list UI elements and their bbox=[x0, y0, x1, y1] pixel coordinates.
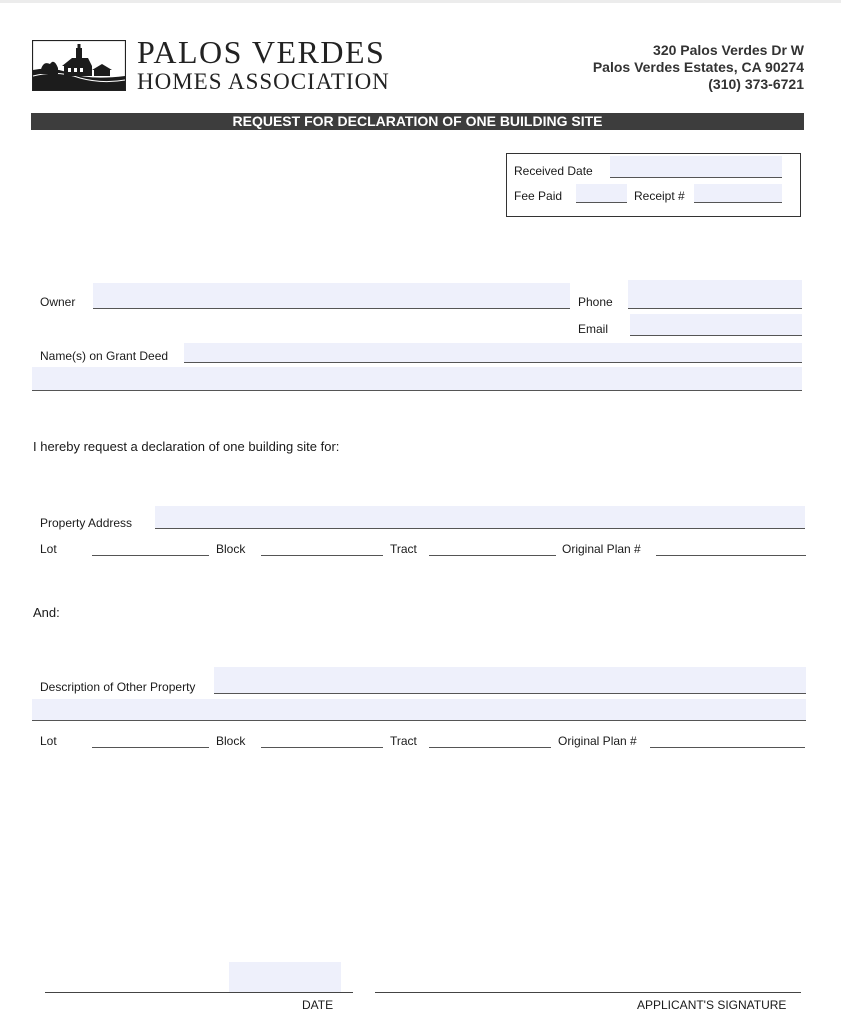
property-lot-label: Lot bbox=[40, 542, 57, 556]
applicant-signature-label: APPLICANT'S SIGNATURE bbox=[637, 998, 787, 1012]
org-name-line2: HOMES ASSOCIATION bbox=[137, 69, 390, 94]
property-address-label: Property Address bbox=[40, 516, 133, 530]
other-property-description-label: Description of Other Property bbox=[40, 680, 196, 694]
email-label: Email bbox=[578, 322, 609, 336]
grant-deed-field[interactable] bbox=[184, 343, 802, 363]
address-line1: 320 Palos Verdes Dr W bbox=[653, 42, 804, 58]
email-field[interactable] bbox=[630, 314, 802, 336]
owner-field[interactable] bbox=[93, 283, 570, 309]
received-date-field[interactable] bbox=[610, 156, 782, 178]
property-plan-label: Original Plan # bbox=[562, 542, 641, 556]
other-tract-field[interactable] bbox=[429, 727, 551, 748]
grant-deed-label: Name(s) on Grant Deed bbox=[40, 349, 169, 363]
other-lot-field[interactable] bbox=[92, 727, 209, 748]
top-border bbox=[0, 0, 841, 3]
form-title: REQUEST FOR DECLARATION OF ONE BUILDING SITE bbox=[31, 113, 804, 130]
association-logo-icon bbox=[32, 40, 126, 91]
property-lot-field[interactable] bbox=[92, 535, 209, 556]
other-plan-label: Original Plan # bbox=[558, 734, 637, 748]
other-lot-label: Lot bbox=[40, 734, 57, 748]
request-statement: I hereby request a declaration of one building site for: bbox=[33, 439, 340, 454]
address-line2: Palos Verdes Estates, CA 90274 bbox=[592, 59, 804, 75]
other-property-description-field-line2[interactable] bbox=[32, 699, 806, 721]
and-text: And: bbox=[33, 605, 60, 620]
fee-paid-field[interactable] bbox=[576, 184, 627, 203]
received-date-label: Received Date bbox=[514, 164, 593, 178]
fee-paid-label: Fee Paid bbox=[514, 189, 563, 203]
date-field[interactable] bbox=[229, 962, 341, 992]
receipt-label: Receipt # bbox=[634, 189, 685, 203]
org-phone: (310) 373-6721 bbox=[708, 76, 804, 92]
property-block-label: Block bbox=[216, 542, 246, 556]
property-tract-label: Tract bbox=[390, 542, 417, 556]
property-block-field[interactable] bbox=[261, 535, 383, 556]
phone-label: Phone bbox=[578, 295, 613, 309]
date-label: DATE bbox=[302, 998, 334, 1012]
owner-label: Owner bbox=[40, 295, 76, 309]
grant-deed-field-line2[interactable] bbox=[32, 367, 802, 391]
signature-line[interactable] bbox=[375, 992, 801, 993]
org-name-line1: PALOS VERDES bbox=[137, 34, 386, 70]
other-property-description-field[interactable] bbox=[214, 667, 806, 694]
other-block-field[interactable] bbox=[261, 727, 383, 748]
other-block-label: Block bbox=[216, 734, 246, 748]
other-tract-label: Tract bbox=[390, 734, 417, 748]
receipt-field[interactable] bbox=[694, 184, 782, 203]
date-line bbox=[45, 992, 353, 993]
property-tract-field[interactable] bbox=[429, 535, 556, 556]
org-address bbox=[593, 42, 804, 93]
other-plan-field[interactable] bbox=[650, 727, 805, 748]
phone-field[interactable] bbox=[628, 280, 802, 309]
property-address-field[interactable] bbox=[155, 506, 805, 529]
property-plan-field[interactable] bbox=[656, 535, 806, 556]
